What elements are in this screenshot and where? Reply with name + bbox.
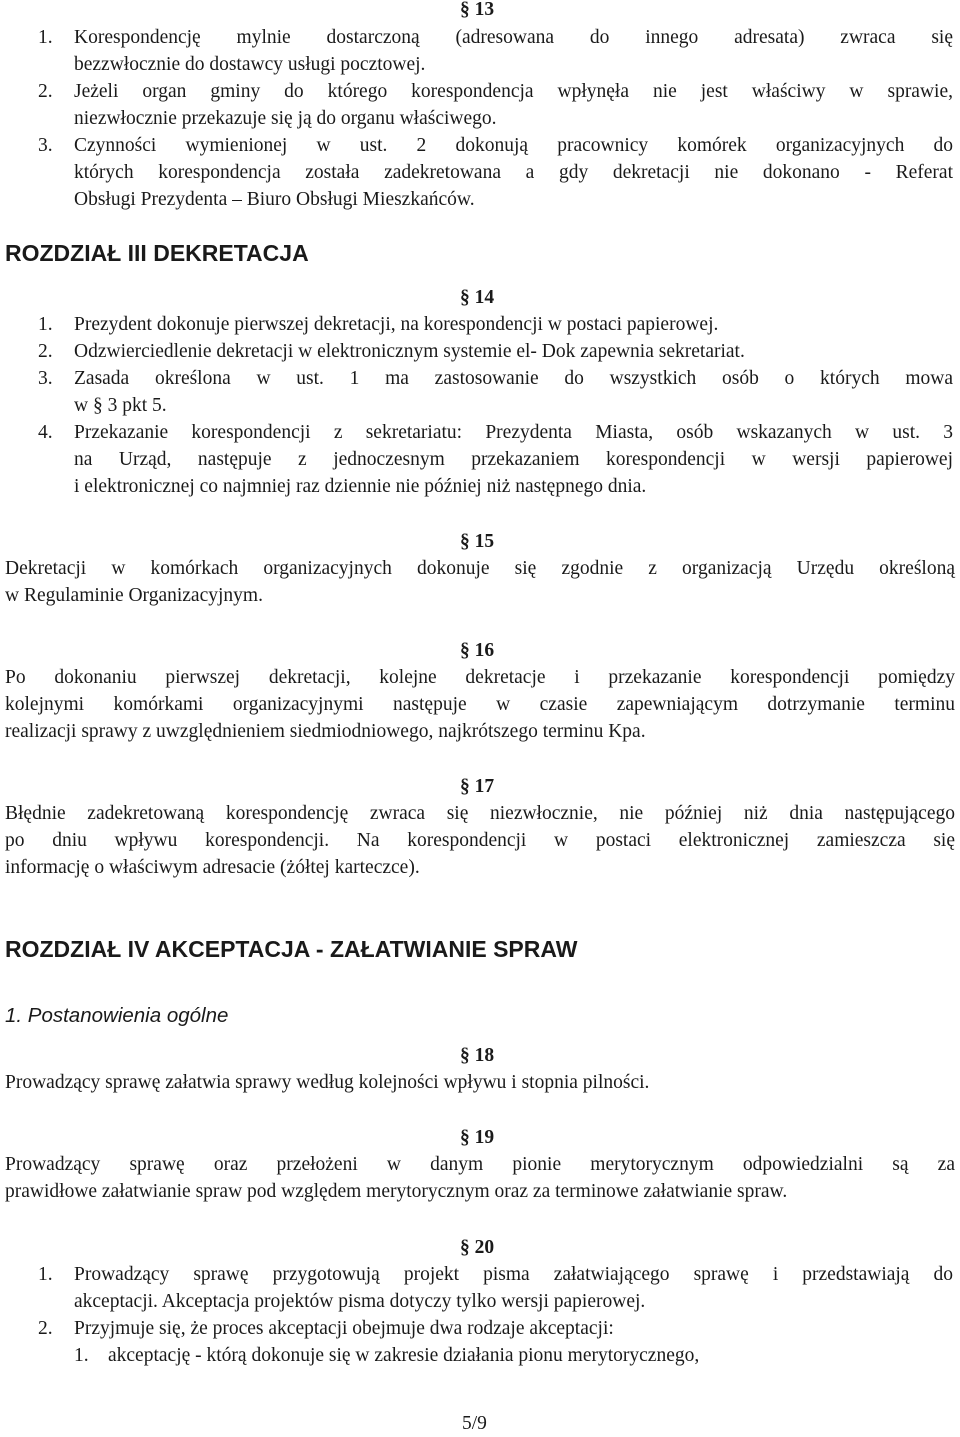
list-number: 1. — [74, 1345, 89, 1366]
chapter-heading: ROZDZIAŁ IV AKCEPTACJA - ZAŁATWIANIE SPRAW — [5, 936, 578, 962]
text-line: Odzwierciedlenie dekretacji w elektronicznym systemie el- Dok zapewnia sekretariat. — [74, 341, 745, 362]
paragraph-heading-18: § 18 — [460, 1045, 495, 1066]
text-line: Po dokonaniu pierwszej dekretacji, kolejne dekretacje i przekazanie korespondencji pomiędzy — [5, 667, 955, 688]
list-number: 4. — [38, 422, 53, 443]
text-line: Jeżeli organ gminy do którego korespondencja wpłynęła nie jest właściwy w sprawie, — [74, 81, 953, 102]
list-number: 1. — [38, 27, 53, 48]
text-line: Prowadzący sprawę oraz przełożeni w danym pionie merytorycznym odpowiedzialni są za — [5, 1154, 955, 1175]
text-line: Błędnie zadekretowaną korespondencję zwraca się niezwłocznie, nie później niż dnia następującego — [5, 803, 955, 824]
paragraph-heading-16: § 16 — [460, 640, 495, 661]
text-line: po dniu wpływu korespondencji. Na korespondencji w postaci elektronicznej zamieszcza się — [5, 830, 955, 851]
text-line: których korespondencja została zadekretowana a gdy dekretacji nie dokonano - Referat — [74, 162, 953, 183]
paragraph-heading-13: § 13 — [460, 0, 495, 20]
text-line: Czynności wymienionej w ust. 2 dokonują pracownicy komórek organizacyjnych do — [74, 135, 953, 156]
text-line: informację o właściwym adresacie (żółtej karteczce). — [5, 857, 420, 878]
text-line: Prezydent dokonuje pierwszej dekretacji, na korespondencji w postaci papierowej. — [74, 314, 719, 335]
text-line: Dekretacji w komórkach organizacyjnych dokonuje się zgodnie z organizacją Urzędu określoną — [5, 558, 955, 579]
text-line: niezwłocznie przekazuje się ją do organu właściwego. — [74, 108, 497, 129]
text-line: w Regulaminie Organizacyjnym. — [5, 585, 263, 606]
text-line: bezzwłocznie do dostawcy usługi pocztowej. — [74, 54, 426, 75]
list-number: 3. — [38, 368, 53, 389]
text-line: Prowadzący sprawę załatwia sprawy według kolejności wpływu i stopnia pilności. — [5, 1072, 650, 1093]
paragraph-heading-14: § 14 — [460, 287, 495, 308]
text-line: Przekazanie korespondencji z sekretariatu: Prezydenta Miasta, osób wskazanych w ust. 3 — [74, 422, 953, 443]
text-line: kolejnymi komórkami organizacyjnymi następuje w czasie zapewniającym dotrzymanie terminu — [5, 694, 955, 715]
text-line: realizacji sprawy z uwzględnieniem siedmiodniowego, najkrótszego terminu Kpa. — [5, 721, 646, 742]
list-number: 1. — [38, 1264, 53, 1285]
text-line: prawidłowe załatwianie spraw pod względem merytorycznym oraz za terminowe załatwianie spraw. — [5, 1181, 788, 1202]
paragraph-heading-15: § 15 — [460, 531, 495, 552]
text-line: Obsługi Prezydenta – Biuro Obsługi Mieszkańców. — [74, 189, 475, 210]
text-line: Prowadzący sprawę przygotowują projekt pisma załatwiającego sprawę i przedstawiają do — [74, 1264, 953, 1285]
paragraph-heading-19: § 19 — [460, 1127, 495, 1148]
list-number: 2. — [38, 81, 53, 102]
text-line: akceptacji. Akceptacja projektów pisma dotyczy tylko wersji papierowej. — [74, 1291, 646, 1312]
text-line: i elektronicznej co najmniej raz dziennie nie później niż następnego dnia. — [74, 476, 647, 497]
list-number: 2. — [38, 1318, 53, 1339]
text-line: Korespondencję mylnie dostarczoną (adresowana do innego adresata) zwraca się — [74, 27, 953, 48]
paragraph-heading-20: § 20 — [460, 1237, 495, 1258]
text-line: Zasada określona w ust. 1 ma zastosowanie do wszystkich osób o których mowa — [74, 368, 953, 389]
page-number: 5/9 — [462, 1413, 487, 1434]
text-line: na Urząd, następuje z jednoczesnym przekazaniem korespondencji w wersji papierowej — [74, 449, 953, 470]
list-number: 2. — [38, 341, 53, 362]
text-line: w § 3 pkt 5. — [74, 395, 167, 416]
list-number: 1. — [38, 314, 53, 335]
section-heading: 1. Postanowienia ogólne — [5, 1004, 229, 1027]
text-line: Przyjmuje się, że proces akceptacji obejmuje dwa rodzaje akceptacji: — [74, 1318, 614, 1339]
text-line: akceptację - którą dokonuje się w zakresie działania pionu merytorycznego, — [108, 1345, 700, 1366]
paragraph-heading-17: § 17 — [460, 776, 495, 797]
chapter-heading: ROZDZIAŁ III DEKRETACJA — [5, 240, 309, 266]
list-number: 3. — [38, 135, 53, 156]
